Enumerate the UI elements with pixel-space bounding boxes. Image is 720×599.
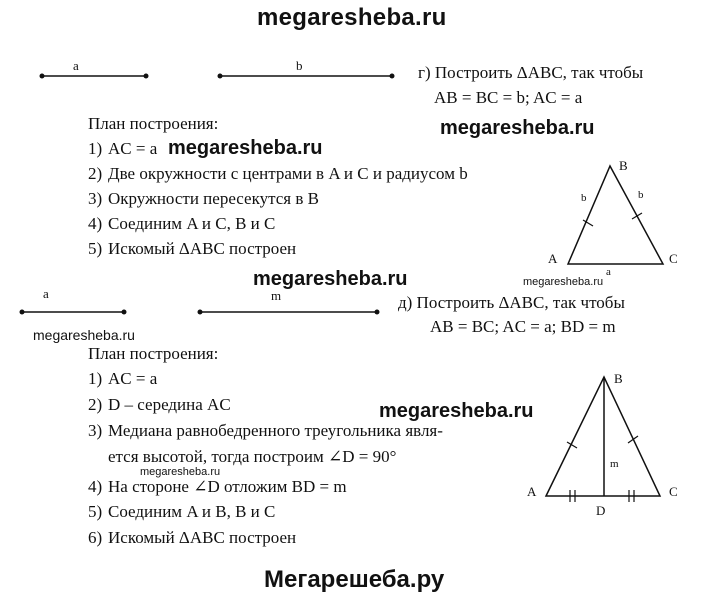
task-g-line2: AB = BC = b; AC = a	[434, 88, 583, 107]
triangle-d	[546, 377, 660, 502]
tri-g-base: a	[606, 266, 611, 278]
plan-g-step-1: 1) AC = a	[88, 139, 158, 158]
watermark-left-small: megaresheba.ru	[33, 327, 135, 343]
tri-d-vertex-d: D	[596, 503, 606, 518]
task-g-line1: г) Построить ΔABC, так чтобы	[418, 63, 644, 82]
plan-d-step-3: 3) Медиана равнобедренного треугольника явля-	[88, 421, 443, 440]
watermark-mid-right: megaresheba.ru	[440, 117, 595, 139]
segment-m-d-label: m	[271, 288, 282, 303]
segment-a-d-label: a	[43, 286, 49, 301]
watermark-center: megaresheba.ru	[253, 268, 408, 290]
watermark-over-plan: megaresheba.ru	[168, 137, 323, 159]
plan-d-step-4: 4) На стороне ∠D отложим BD = m	[88, 477, 347, 496]
watermark-top: megaresheba.ru	[257, 4, 447, 31]
plan-g-step-3: 3) Окружности пересекутся в B	[88, 189, 319, 208]
plan-d-step-6: 6) Искомый ΔABC построен	[88, 528, 297, 547]
tri-d-vertex-c: C	[669, 484, 678, 499]
plan-d-step-5: 5) Соединим A и B, B и C	[88, 502, 276, 521]
plan-g-step-2: 2) Две окружности с центрами в A и C и радиусом b	[88, 164, 468, 183]
task-d-line1: д) Построить ΔABC, так чтобы	[398, 293, 625, 312]
tri-d-median-label: m	[610, 458, 619, 470]
plan-title-d: План построения:	[88, 344, 219, 363]
plan-d-step-2: 2) D – середина AC	[88, 395, 231, 414]
tri-g-vertex-b: B	[619, 158, 628, 173]
tri-d-vertex-a: A	[527, 484, 537, 499]
task-d-line2: AB = BC; AC = a; BD = m	[430, 317, 616, 336]
tri-g-side-right: b	[638, 189, 644, 201]
segment-a-d	[20, 310, 127, 315]
segment-b-g	[218, 74, 395, 79]
watermark-right-lower: megaresheba.ru	[379, 400, 534, 422]
segment-a-g	[40, 74, 149, 79]
plan-g-step-4: 4) Соединим A и C, B и C	[88, 214, 276, 233]
plan-title-g: План построения:	[88, 114, 219, 133]
watermark-tiny: megaresheba.ru	[140, 466, 221, 478]
tri-g-vertex-a: A	[548, 251, 558, 266]
segment-m-d	[198, 310, 380, 315]
tri-g-vertex-c: C	[669, 251, 678, 266]
plan-g-step-5: 5) Искомый ΔABC построен	[88, 239, 297, 258]
segment-b-g-label: b	[296, 58, 303, 73]
segment-a-g-label: a	[73, 58, 79, 73]
plan-d-step-3-cont: ется высотой, тогда построим ∠D = 90°	[108, 447, 397, 466]
triangle-g	[568, 166, 663, 264]
tri-g-side-left: b	[581, 192, 587, 204]
tri-d-vertex-b: B	[614, 371, 623, 386]
plan-d-step-1: 1) AC = a	[88, 369, 158, 388]
watermark-bottom: Мегарешеба.ру	[264, 566, 445, 593]
watermark-near-triangle: megaresheba.ru	[523, 276, 604, 288]
